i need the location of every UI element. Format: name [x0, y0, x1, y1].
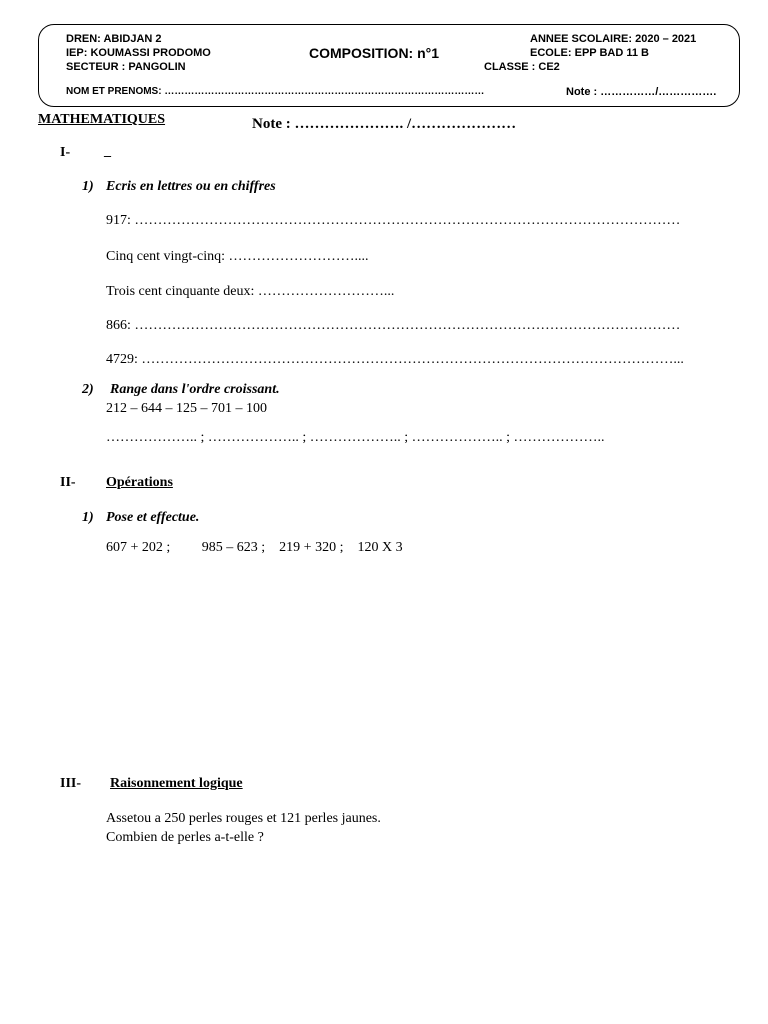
- s2-q1-title: Pose et effectue.: [106, 510, 200, 525]
- section2-title: Opérations: [106, 475, 173, 490]
- s2-q1-number: 1): [82, 510, 94, 525]
- q1-item-trois-cent: Trois cent cinquante deux: ………………………...: [106, 284, 395, 299]
- iep-label: IEP: KOUMASSI PRODOMO: [66, 47, 211, 59]
- header-note-field: Note : ……………/…………….: [566, 86, 717, 98]
- problem-line-1: Assetou a 250 perles rouges et 121 perles jaunes.: [106, 811, 381, 826]
- operations-list: 607 + 202 ; 985 – 623 ; 219 + 320 ; 120 X 3: [106, 540, 403, 555]
- q2-sequence: 212 – 644 – 125 – 701 – 100: [106, 401, 267, 416]
- dren-label: DREN: ABIDJAN 2: [66, 33, 162, 45]
- section1-title: _: [104, 144, 111, 159]
- q1-item-866: 866: ………………………………………………………………………………………………………: [106, 318, 681, 333]
- problem-line-2: Combien de perles a-t-elle ?: [106, 830, 264, 845]
- q1-number: 1): [82, 179, 94, 194]
- subject-title: MATHEMATIQUES: [38, 112, 166, 127]
- q2-number: 2): [82, 382, 94, 397]
- composition-title: COMPOSITION: n°1: [309, 45, 440, 61]
- annee-scolaire-label: ANNEE SCOLAIRE: 2020 – 2021: [530, 33, 697, 45]
- q2-blanks: ……………….. ; ……………….. ; ……………….. ; ……………….. ; ………………..: [106, 430, 605, 445]
- secteur-label: SECTEUR : PANGOLIN: [66, 61, 186, 73]
- q1-item-917: 917: ………………………………………………………………………………………………………: [106, 213, 681, 228]
- classe-label: CLASSE : CE2: [484, 61, 560, 73]
- q1-item-cinq-cent: Cinq cent vingt-cinq: ………………………....: [106, 249, 369, 264]
- q2-title: Range dans l'ordre croissant.: [110, 382, 280, 397]
- q1-title: Ecris en lettres ou en chiffres: [106, 179, 276, 194]
- section3-title: Raisonnement logique: [110, 776, 243, 791]
- section3-numeral: III-: [60, 776, 82, 791]
- q1-item-4729: 4729: ……………………………………………………………………………………………………...: [106, 352, 684, 367]
- ecole-label: ECOLE: EPP BAD 11 B: [530, 47, 649, 59]
- section1-numeral: I-: [60, 145, 71, 160]
- section2-numeral: II-: [60, 475, 76, 490]
- nom-prenoms-field: NOM ET PRENOMS: ……………………………………………………………………………………: [66, 86, 485, 97]
- subject-note-field: Note : …………………. /…………………: [252, 116, 517, 132]
